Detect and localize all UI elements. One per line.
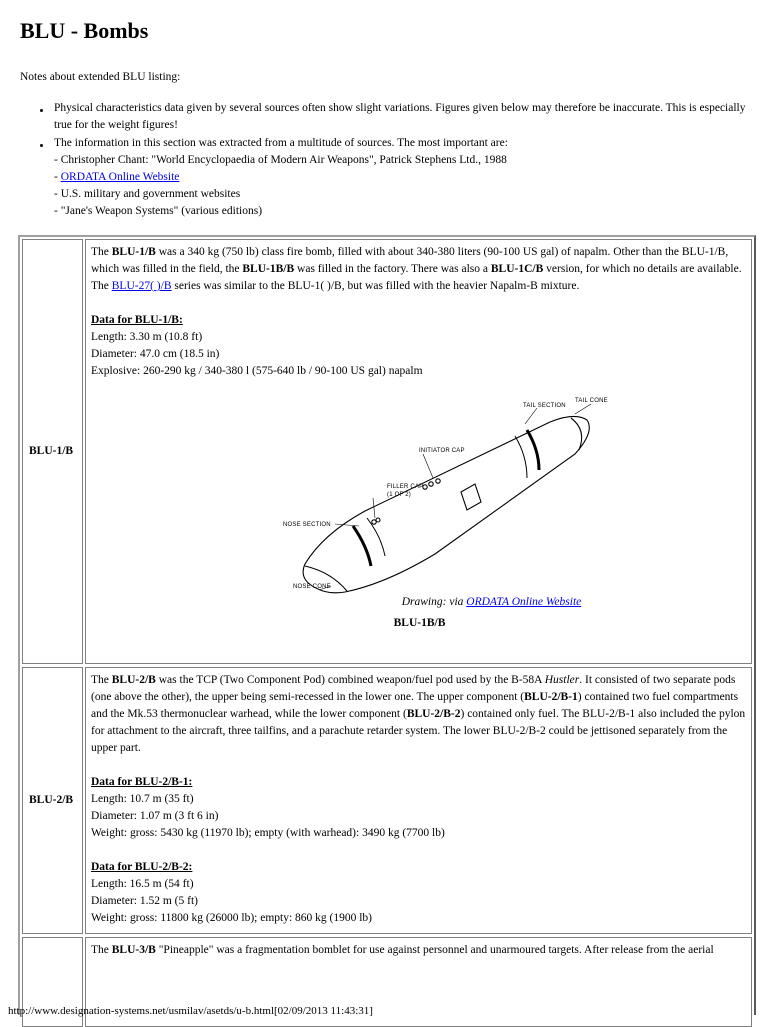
data-header: Data for BLU-2/B-2: (91, 861, 193, 873)
list-item: Physical characteristics data given by several sources often show slight variations. Figures given below may therefore be inaccurate. This is especially true for the weight figures! (20, 100, 750, 134)
description-cell: The BLU-2/B was the TCP (Two Component Pod) combined weapon/fuel pod used by the B-58A Hustler. It consisted of two separate pods (one above the other), the upper being semi-recessed in the lower one. The upper component (BLU-2/B-1) contained two fuel compartments and the Mk.53 thermonuclear warhead, while the lower component (BLU-2/B-2) contained only fuel. The BLU-2/B-1 also included the pylon for attachment to the aircraft, three tailfins, and a parachute retarder system. The lower BLU-2/B-2 could be jettisoned separately from the upper part. Data for BLU-2/B-1: Length: 10.7 m (35 ft) Diameter: 1.07 m (3 ft 6 in) Weight: gross: 5430 kg (11970 lb); empty (with warhead): 3490 kg (7700 lb) Data for BLU-2/B-2: Length: 16.5 m (54 ft) Diameter: 1.52 m (5 ft) Weight: gross: 11800 kg (26000 lb); empty: 860 kg (1900 lb) (85, 667, 752, 934)
name-cell (22, 667, 83, 934)
source-us-military: - U.S. military and government websites (54, 188, 241, 200)
blu27-link[interactable]: BLU-27( )/B (111, 280, 172, 292)
blu1-description: The BLU-1/B was a 340 kg (750 lb) class fire bomb, filled with about 340-380 liters (90-100 US gal) of napalm. Other than the BLU-1/B, which was filled in the field, the BLU-1B/B was filled in the factory. There was also a BLU-1C/B version, for which no details are available. The BLU-27( )/B series was similar to the BLU-1( )/B, but was filled with the heavier Napalm-B mixture. (91, 246, 742, 292)
figure-title: BLU-1B/B (393, 617, 446, 629)
label-nose-section: NOSE SECTION (283, 522, 331, 528)
blu3-description: The BLU-3/B "Pineapple" was a fragmentation bomblet for use against personnel and unarmoured targets. After release from the aerial (91, 944, 714, 956)
blu-table (18, 235, 756, 1015)
data-header: Data for BLU-2/B-1: (91, 776, 193, 788)
table-row (22, 239, 752, 664)
ordata-link[interactable]: ORDATA Online Website (60, 171, 180, 183)
notes-list (20, 100, 750, 220)
label-tail-section: TAIL SECTION (523, 403, 566, 409)
row-name: BLU-2/B (29, 794, 74, 806)
intro-text: Notes about extended BLU listing: (20, 71, 181, 83)
data-header: Data for BLU-1/B: (91, 314, 183, 326)
source-chant: - Christopher Chant: "World Encyclopaedia of Modern Air Weapons", Patrick Stephens Ltd., 1988 (54, 154, 507, 166)
label-initiator-cap: INITIATOR CAP (419, 448, 465, 454)
page-title: BLU - Bombs (20, 18, 149, 43)
label-tail-cone: TAIL CONE (575, 398, 608, 404)
source-janes: - "Jane's Weapon Systems" (various editions) (54, 205, 263, 217)
description-cell: The BLU-1/B was a 340 kg (750 lb) class fire bomb, filled with about 340-380 liters (90-100 US gal) of napalm. Other than the BLU-1/B, which was filled in the field, the BLU-1B/B was filled in the factory. There was also a BLU-1C/B version, for which no details are available. The BLU-27( )/B series was similar to the BLU-1( )/B, but was filled with the heavier Napalm-B mixture. Data for BLU-1/B: Length: 3.30 m (10.8 ft) Diameter: 47.0 cm (18.5 in) Explosive: 260-290 kg / 340-380 l (575-640 lb / 90-100 US gal) napalm TAIL SECTION TAIL CONE INITIATOR CAP FILLER CAP (1 OF 2) NOSE SECTION NOSE CONE Drawing: via ORDATA Online Website BLU-1B/B (85, 239, 752, 664)
label-filler-cap-count: (1 OF 2) (387, 492, 411, 498)
blu1-illustration (275, 394, 608, 594)
label-filler-cap: FILLER CAP (387, 484, 424, 490)
drawing-caption: Drawing: via ORDATA Online Website (401, 596, 582, 608)
bomb-drawing (91, 394, 746, 594)
footer-url: http://www.designation-systems.net/usmilav/asetds/u-b.html[02/09/2013 11:43:31] (8, 1005, 373, 1017)
list-item: The information in this section was extracted from a multitude of sources. The most important are: - Christopher Chant: "World Encyclopaedia of Modern Air Weapons", Patrick Stephens Ltd., 1988 - ORDATA Online Website - U.S. military and government websites - "Jane's Weapon Systems" (various editions) (20, 135, 750, 220)
label-nose-cone: NOSE CONE (293, 584, 331, 590)
name-cell (22, 239, 83, 664)
row-name: BLU-1/B (29, 445, 74, 457)
blu2-description: The BLU-2/B was the TCP (Two Component Pod) combined weapon/fuel pod used by the B-58A Hustler. It consisted of two separate pods (one above the other), the upper being semi-recessed in the lower one. The upper component (BLU-2/B-1) contained two fuel compartments and the Mk.53 thermonuclear warhead, while the lower component (BLU-2/B-2) contained only fuel. The BLU-2/B-1 also included the pylon for attachment to the aircraft, three tailfins, and a parachute retarder system. The lower BLU-2/B-2 could be jettisoned separately from the upper part. (91, 674, 746, 754)
caption-ordata-link[interactable]: ORDATA Online Website (466, 596, 582, 608)
table-row (22, 667, 752, 934)
